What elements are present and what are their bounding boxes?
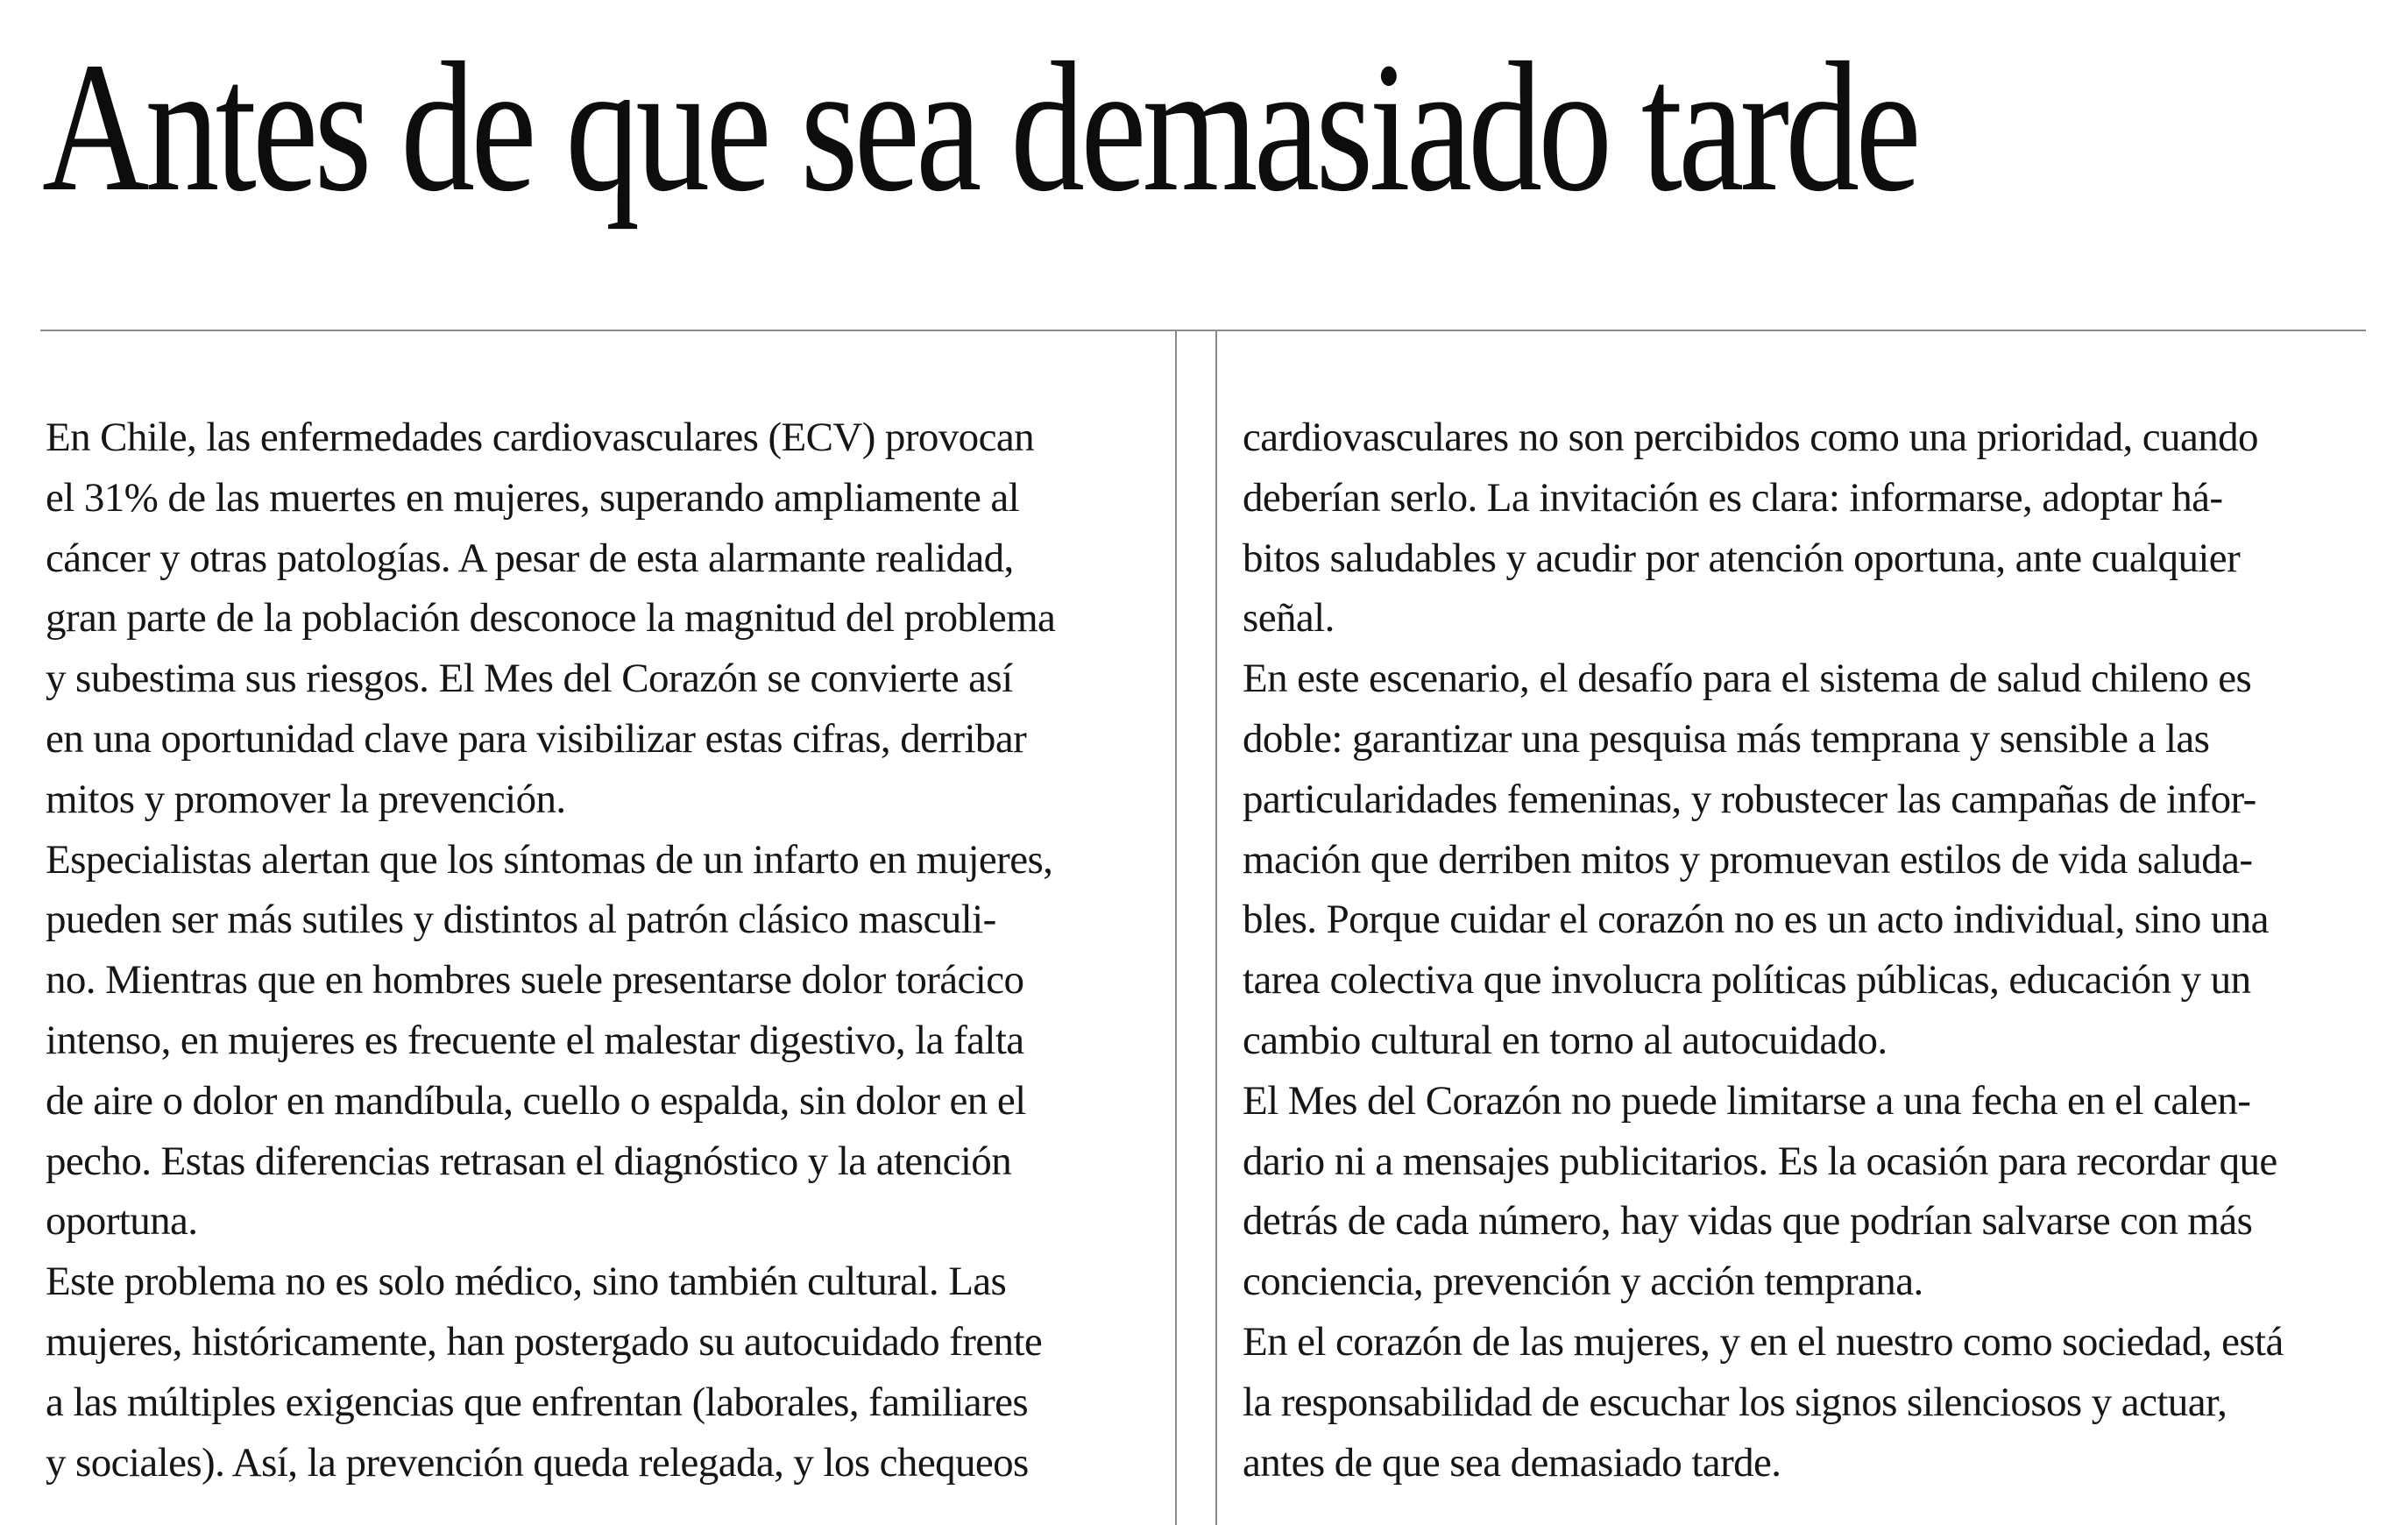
- article-line: no. Mientras que en hombres suele presentarse dolor torácico: [46, 957, 1024, 1004]
- article-line: y sociales). Así, la prevención queda relegada, y los chequeos: [46, 1439, 1029, 1486]
- article-line: bles. Porque cuidar el corazón no es un acto individual, sino una: [1243, 897, 2269, 943]
- article-line: bitos saludables y acudir por atención oportuna, ante cualquier: [1243, 535, 2241, 581]
- article-line: la responsabilidad de escuchar los signos silenciosos y actuar,: [1243, 1379, 2227, 1425]
- article-line: oportuna.: [46, 1198, 198, 1245]
- article-line: mitos y promover la prevención.: [46, 776, 566, 822]
- article-line: gran parte de la población desconoce la magnitud del problema: [46, 595, 1056, 642]
- article-line: doble: garantizar una pesquisa más temprana y sensible a las: [1243, 715, 2210, 762]
- article-line: mujeres, históricamente, han postergado su autocuidado frente: [46, 1318, 1043, 1365]
- article-line: y subestima sus riesgos. El Mes del Corazón se convierte así: [46, 656, 1013, 702]
- column-divider-left: [1175, 331, 1177, 1525]
- article-line: en una oportunidad clave para visibilizar estas cifras, derribar: [46, 715, 1027, 762]
- article-column-left: [46, 408, 1172, 1493]
- article-line: cáncer y otras patologías. A pesar de esta alarmante realidad,: [46, 535, 1014, 581]
- article-line: particularidades femeninas, y robustecer las campañas de infor-: [1243, 776, 2256, 822]
- article-line: Este problema no es solo médico, sino también cultural. Las: [46, 1259, 1007, 1305]
- headline: Antes de que sea demasiado tarde: [42, 24, 1917, 230]
- article-line: de aire o dolor en mandíbula, cuello o espalda, sin dolor en el: [46, 1077, 1026, 1124]
- article-line: conciencia, prevención y acción temprana.: [1243, 1259, 1923, 1305]
- article-line: En este escenario, el desafío para el sistema de salud chileno es: [1243, 656, 2252, 702]
- article-line: a las múltiples exigencias que enfrentan (laborales, familiares: [46, 1379, 1029, 1425]
- article-line: pueden ser más sutiles y distintos al patrón clásico masculi-: [46, 897, 996, 943]
- headline-divider: [40, 330, 2366, 331]
- article-line: dario ni a mensajes publicitarios. Es la ocasión para recordar que: [1243, 1138, 2277, 1184]
- article-line: deberían serlo. La invitación es clara: informarse, adoptar há-: [1243, 474, 2223, 521]
- article-line: cardiovasculares no son percibidos como una prioridad, cuando: [1243, 415, 2258, 460]
- article-line: detrás de cada número, hay vidas que podrían salvarse con más: [1243, 1198, 2253, 1245]
- article-line: mación que derriben mitos y promuevan estilos de vida saluda-: [1243, 836, 2253, 883]
- article-line: Especialistas alertan que los síntomas de un infarto en mujeres,: [46, 836, 1053, 883]
- column-divider-right: [1215, 331, 1217, 1525]
- article-line: antes de que sea demasiado tarde.: [1243, 1439, 1781, 1486]
- article-line: En el corazón de las mujeres, y en el nuestro como sociedad, está: [1243, 1318, 2284, 1365]
- article-line: El Mes del Corazón no puede limitarse a una fecha en el calen-: [1243, 1077, 2251, 1124]
- article-line: pecho. Estas diferencias retrasan el diagnóstico y la atención: [46, 1138, 1012, 1184]
- article-column-right: [1243, 408, 2369, 1493]
- article-line: el 31% de las muertes en mujeres, superando ampliamente al: [46, 474, 1020, 521]
- article-line: En Chile, las enfermedades cardiovasculares (ECV) provocan: [46, 415, 1034, 460]
- article-line: tarea colectiva que involucra políticas públicas, educación y un: [1243, 957, 2251, 1004]
- article-line: señal.: [1243, 595, 1335, 642]
- article-line: intenso, en mujeres es frecuente el malestar digestivo, la falta: [46, 1017, 1024, 1063]
- article-line: cambio cultural en torno al autocuidado.: [1243, 1017, 1887, 1063]
